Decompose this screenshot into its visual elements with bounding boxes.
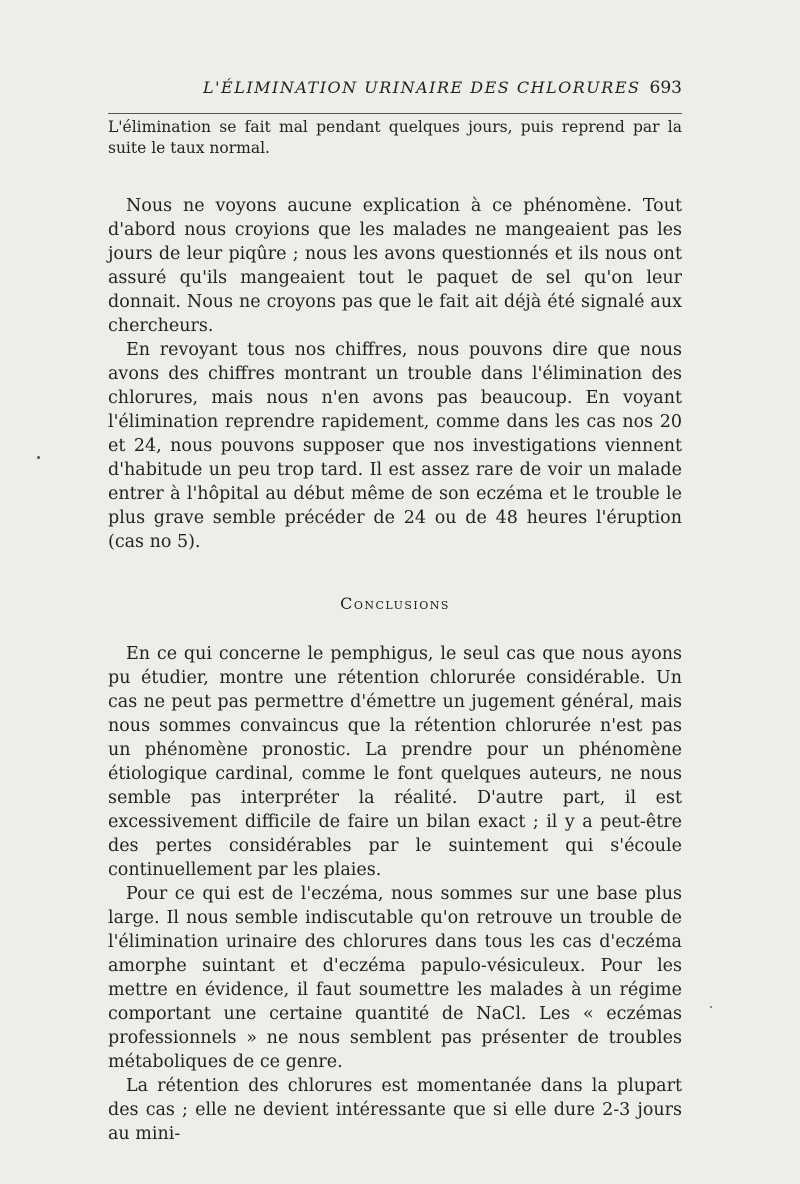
page-number: 693: [649, 78, 682, 98]
paragraph: En ce qui concerne le pemphigus, le seul cas que nous ayons pu étudier, montre une rétention chlorurée considérable. Un cas ne peut pas permettre d'émettre un jugement général, mais nous sommes convaincus que la rétention chlorurée n'est pas un phénomène pronostic. La prendre pour un phénomène étiologique cardinal, comme le font quelques auteurs, ne nous semble pas interpréter la réalité. D'autre part, il est excessivement difficile de faire un bilan exact ; il y a peut-être des pertes considérables par le suintement qui s'écoule continuellement par les plaies.: [108, 644, 682, 880]
paragraph: Nous ne voyons aucune explication à ce phénomène. Tout d'abord nous croyions que les malades ne mangeaient pas les jours de leur piqûre ; nous les avons questionnés et ils nous ont assuré qu'ils mangeaient tout le paquet de sel qu'on leur donnait. Nous ne croyons pas que le fait ait déjà été signalé aux chercheurs.: [108, 196, 682, 336]
paragraph: Pour ce qui est de l'eczéma, nous sommes sur une base plus large. Il nous semble indiscutable qu'on retrouve un trouble de l'élimination urinaire des chlorures dans tous les cas d'eczéma amorphe suintant et d'eczéma papulo-vésiculeux. Pour les mettre en évidence, il faut soumettre les malades à un régime comportant une certaine quantité de NaCl. Les « eczémas professionnels » ne nous semblent pas présenter de troubles métaboliques de ce genre.: [108, 884, 682, 1072]
body-text: [108, 117, 682, 1146]
paragraph: L'élimination se fait mal pendant quelques jours, puis reprend par la suite le taux normal.: [108, 118, 682, 157]
margin-speck: [37, 456, 40, 459]
running-title: L'ÉLIMINATION URINAIRE DES CHLORURES: [203, 78, 641, 97]
margin-speck: [710, 1006, 712, 1008]
header-rule: [108, 113, 682, 114]
section-heading: Conclusions: [340, 594, 450, 613]
page-header: [108, 78, 682, 102]
paragraph: En revoyant tous nos chiffres, nous pouvons dire que nous avons des chiffres montrant un trouble dans l'élimination des chlorures, mais nous n'en avons pas beaucoup. En voyant l'élimination reprendre rapidement, comme dans les cas nos 20 et 24, nous pouvons supposer que nos investigations viennent d'habitude un peu trop tard. Il est assez rare de voir un malade entrer à l'hôpital au début même de son eczéma et le trouble le plus grave semble précéder de 24 ou de 48 heures l'éruption (cas no 5).: [108, 340, 682, 552]
paragraph: La rétention des chlorures est momentanée dans la plupart des cas ; elle ne devient intéressante que si elle dure 2-3 jours au mini-: [108, 1076, 682, 1144]
